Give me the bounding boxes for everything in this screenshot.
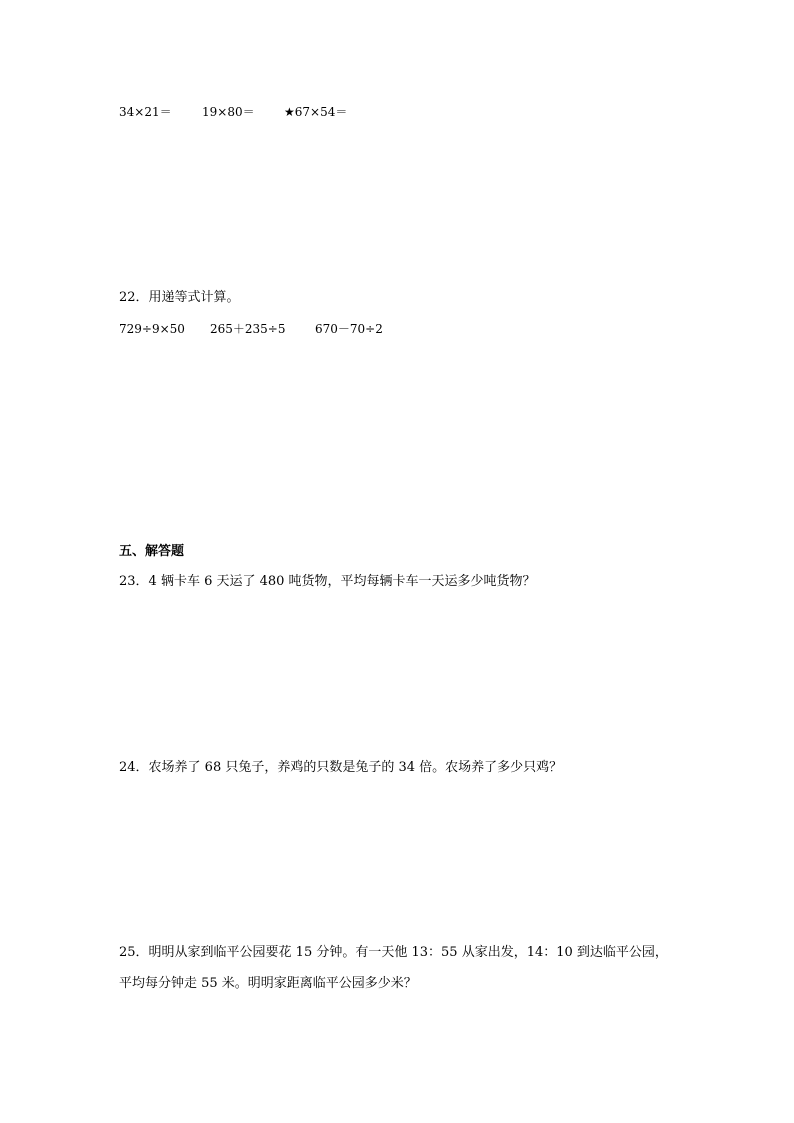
- q25-line-2: 平均每分钟走 55 米。明明家距离临平公园多少米？: [119, 976, 417, 991]
- q22-expressions: [119, 320, 383, 338]
- q22-expression-1: 729÷9×50: [119, 322, 185, 336]
- q21-expression-1: 34×21＝: [119, 105, 172, 119]
- q23-text: 23．4 辆卡车 6 天运了 480 吨货物，平均每辆卡车一天运多少吨货物？: [119, 574, 536, 589]
- q21-expression-3: ★67×54＝: [284, 105, 348, 119]
- q22-title: 22．用递等式计算。: [119, 290, 240, 305]
- q22-expression-3: 670－70÷2: [315, 322, 383, 336]
- q22-expression-2: 265＋235÷5: [210, 322, 286, 336]
- q24-text: 24．农场养了 68 只兔子，养鸡的只数是兔子的 34 倍。农场养了多少只鸡？: [119, 760, 563, 775]
- section-heading: 五、解答题: [119, 544, 185, 559]
- q21-expression-2: 19×80＝: [202, 105, 255, 119]
- q21-expressions: [119, 103, 347, 121]
- q25-line-1: 25．明明从家到临平公园要花 15 分钟。有一天他 13：55 从家出发，14：10 到达临平公园，: [119, 945, 668, 960]
